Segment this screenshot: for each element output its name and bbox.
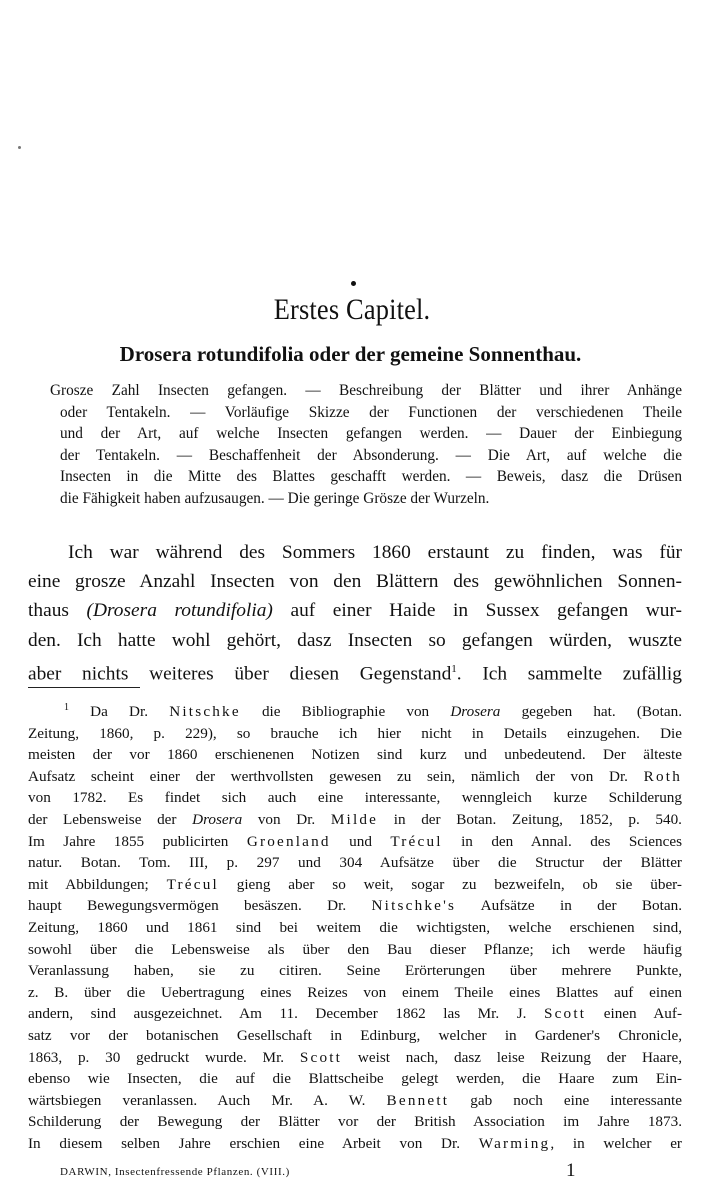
footnote-line: Aufsatz scheint einer der werthvollsten gewesen zu sein, nämlich der von Dr. Roth [28, 767, 682, 785]
printer-signature: DARWIN, Insectenfressende Pflanzen. (VIII.) [60, 1166, 290, 1178]
footnote-line: natur. Botan. Tom. III, p. 297 und 304 Aufsätze über die Structur der Blätter [28, 854, 682, 872]
footnote-line: Im Jahre 1855 publicirten Groenland und Trécul in den Annal. des Sciences [28, 832, 682, 850]
summary-line: Grosze Zahl Insecten gefangen. — Beschreibung der Blätter und ihrer Anhänge [50, 382, 682, 399]
body-line: thaus (Drosera rotundifolia) auf einer Haide in Sussex gefangen wur- [28, 600, 682, 622]
footnote-line: andern, sind ausgezeichnet. Am 11. December 1862 las Mr. J. Scott einen Auf- [28, 1005, 682, 1023]
footnote-line: Schilderung der Bewegung der Blätter vor der British Association im Jahre 1873. [28, 1113, 682, 1131]
footnote-line: wärtsbiegen veranlassen. Auch Mr. A. W. Bennett gab noch eine interessante [28, 1091, 682, 1109]
paper-speck [18, 146, 21, 149]
chapter-title: Erstes Capitel. [273, 293, 431, 326]
body-line: eine grosze Anzahl Insecten von den Blättern des gewöhnlichen Sonnen- [28, 571, 682, 593]
footnote-line: sowohl über die Lebensweise als über den Bau dieser Pflanze; ich werde häufig [28, 940, 682, 958]
footnote-divider [28, 687, 140, 688]
body-line: aber nichts weiteres über diesen Gegenstand$^1$. Ich sammelte zufällig [28, 662, 682, 685]
body-line: Ich war während des Sommers 1860 erstaunt zu finden, was für [68, 542, 682, 563]
footnote-line: meisten der vor 1860 erschienenen Notizen sind kurz und unbedeutend. Der älteste [28, 746, 682, 764]
footnote-line: Veranlassung haben, sie zu citiren. Seine Erörterungen über mehrere Punkte, [28, 962, 682, 980]
footnote-line: satz vor der botanischen Gesellschaft in Edinburg, welcher in Gardener's Chronicle, [28, 1026, 682, 1044]
footnote-line: mit Abbildungen; Trécul gieng aber so weit, sogar zu bezweifeln, ob sie über- [28, 875, 682, 893]
footnote-marker: 1 [64, 702, 69, 713]
footnote-line: ebenso wie Insecten, die auf die Blattscheibe gelegt werden, die Haare zum Ein- [28, 1070, 682, 1088]
footnote-line: In diesem selben Jahre erschien eine Arbeit von Dr. Warming, in welcher er [28, 1134, 682, 1152]
chapter-summary [50, 380, 682, 509]
body-line: den. Ich hatte wohl gehört, dasz Insecten so gefangen würden, wuszte [28, 629, 682, 651]
footnote-line: z. B. über die Uebertragung eines Reizes von einem Theile eines Blattes auf einen [28, 983, 682, 1001]
footnote-line: $^1$ Da Dr. Nitschke die Bibliographie von Drosera gegeben hat. (Botan. [64, 702, 682, 721]
footnote-line: haupt Bewegungsvermögen besäszen. Dr. Nitschke's Aufsätze in der Botan. [28, 897, 682, 915]
footnote-line: der Lebensweise der Drosera von Dr. Milde in der Botan. Zeitung, 1852, p. 540. [28, 811, 682, 829]
summary-line: der Tentakeln. — Beschaffenheit der Absonderung. — Die Art, auf welche die [60, 446, 682, 464]
summary-line: oder Tentakeln. — Vorläufige Skizze der Functionen der verschiedenen Theile [60, 403, 682, 421]
species-name: (Drosera rotundifolia) [86, 600, 273, 622]
footnote [28, 697, 682, 1155]
chapter-subtitle: Drosera rotundifolia oder der gemeine Sonnenthau. [119, 342, 582, 366]
footnote-line: von 1782. Es findet sich auch eine interessante, wenngleich kurze Schilderung [28, 789, 682, 807]
summary-line: und der Art, auf welche Insecten gefangen werden. — Dauer der Einbiegung [60, 425, 682, 442]
footnote-line: Zeitung, 1860 und 1861 sind bei weitem die wichtigsten, welche erschienen sind, [28, 919, 682, 936]
page-number: 1 [566, 1160, 576, 1181]
summary-line: die Fähigkeit haben aufzusaugen. — Die geringe Grösze der Wurzeln. [60, 489, 490, 507]
footnote-line: 1863, p. 30 gedruckt wurde. Mr. Scott weist nach, dasz leise Reizung der Haare, [28, 1048, 682, 1066]
footnote-reference: 1 [451, 662, 457, 675]
summary-line: Insecten in die Mitte des Blattes geschafft werden. — Beweis, dasz die Drüsen [60, 468, 682, 485]
body-paragraph [28, 538, 682, 688]
printing-speck [351, 281, 356, 286]
footnote-line: Zeitung, 1860, p. 229), so brauche ich hier nicht in Details einzugehen. Die [28, 724, 682, 742]
